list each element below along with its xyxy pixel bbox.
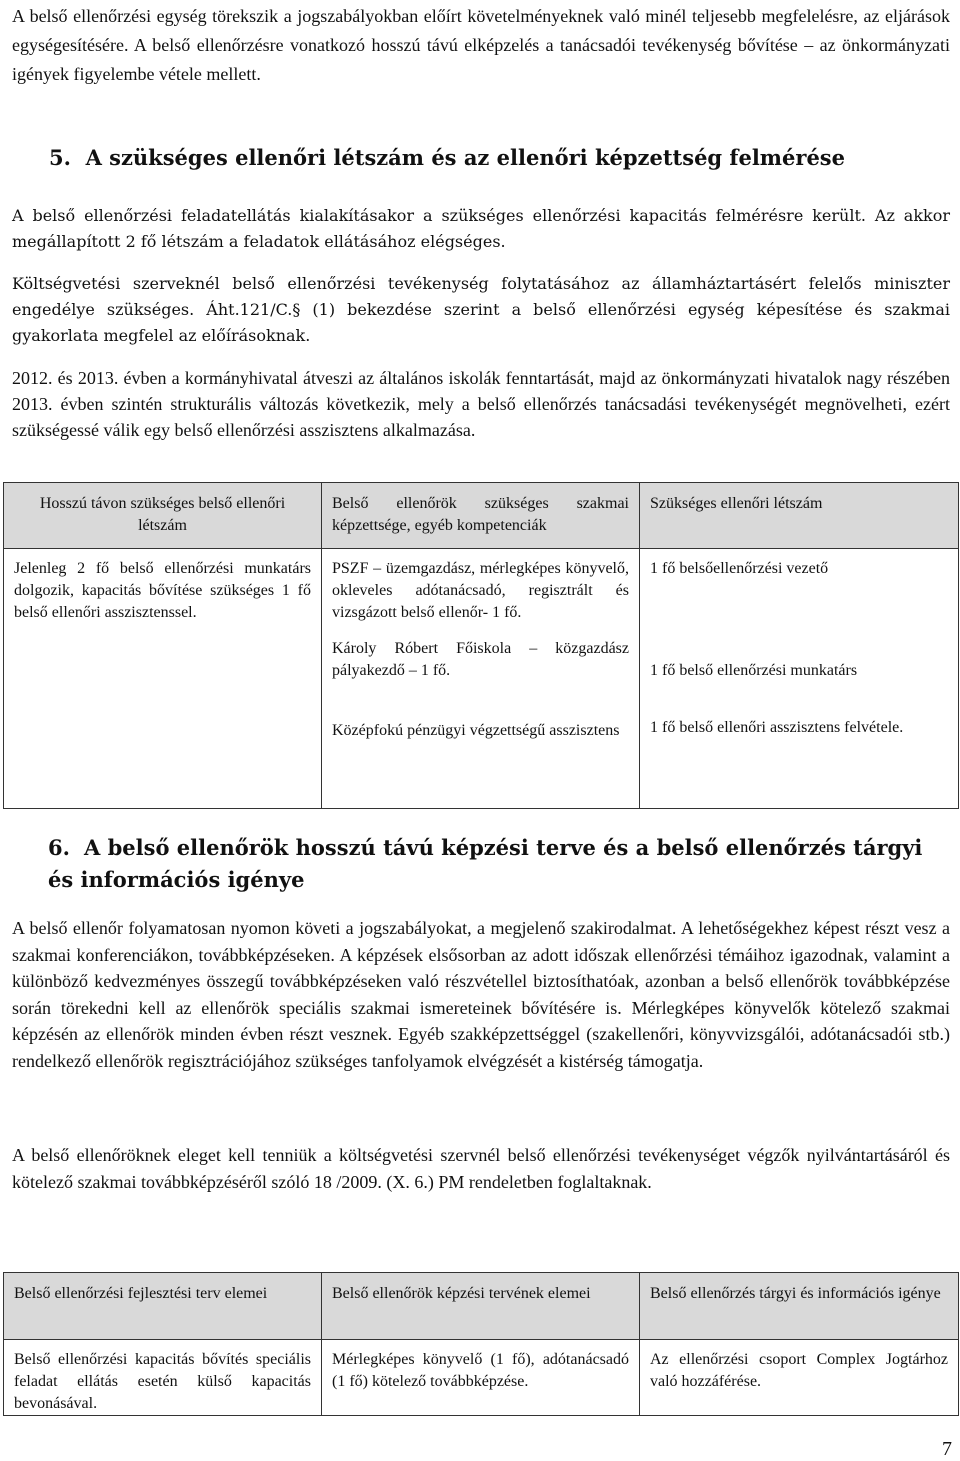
required-staff-item: 1 fő belső ellenőri asszisztens felvétele. — [650, 719, 904, 736]
page-number: 7 — [942, 1438, 952, 1460]
plan-header-development: Belső ellenőrzési fejlesztési terv elemei — [4, 1273, 322, 1340]
staffing-current-text: Jelenleg 2 fő belső ellenőrzési munkatárs dolgozik, kapacitás bővítése szükséges 1 fő belső ellenőri asszisztenssel. — [14, 560, 311, 621]
intro-paragraph: A belső ellenőrzési egység törekszik a jogszabályokban előírt követelményeknek való minél teljesebb megfelelésre, az eljárások egységesítésére. A belső ellenőrzésre vonatkozó hosszú távú elképzelés a tanácsadói tevékenység bővítése – az önkormányzati igények figyelembe vétele mellett. — [12, 6, 950, 84]
staffing-qualification-cell — [322, 549, 640, 809]
staffing-table-header-row — [4, 483, 959, 549]
plan-needs-cell — [640, 1340, 959, 1416]
required-staff-item: 1 fő belső ellenőrzési munkatárs — [650, 662, 858, 679]
qualification-item: Középfokú pénzügyi végzettségű asszisztens — [332, 722, 620, 739]
plan-development-cell — [4, 1340, 322, 1416]
section-6-number: 6. — [48, 835, 70, 860]
section-6-title: A belső ellenőrök hosszú távú képzési terve és a belső ellenőrzés tárgyi és információs igénye — [48, 835, 923, 892]
staffing-header-required: Szükséges ellenőri létszám — [640, 483, 959, 549]
section-5-heading — [49, 142, 845, 174]
required-staff-item: 1 fő belsőellenőrzési vezető — [650, 560, 829, 577]
section-6-heading — [48, 832, 928, 896]
plan-training-text: Mérlegképes könyvelő (1 fő), adótanácsadó (1 fő) kötelező továbbképzése. — [332, 1351, 629, 1390]
plan-header-needs: Belső ellenőrzés tárgyi és információs igénye — [640, 1273, 959, 1340]
section-5-title: A szükséges ellenőri létszám és az ellenőri képzettség felmérése — [85, 145, 845, 170]
section-5-paragraph-1: A belső ellenőrzési feladatellátás kialakításakor a szükséges ellenőrzési kapacitás felmérésre került. Az akkor megállapított 2 fő létszám a feladatok ellátásához elégséges. — [12, 206, 950, 251]
staffing-table — [3, 482, 959, 809]
section-5-number: 5. — [49, 145, 71, 170]
section-5-paragraph-3: 2012. és 2013. évben a kormányhivatal átveszi az általános iskolák fenntartását, majd az önkormányzati hivatalok nagy részében 2013. évben szintén strukturális változás következik, mely a belső ellenőrzés tanácsadási tevékenységét megnövelheti, ezért szükségessé válik egy belső ellenőrzési asszisztens alkalmazása. — [12, 368, 950, 440]
plan-needs-text: Az ellenőrzési csoport Complex Jogtárhoz való hozzáférése. — [650, 1351, 948, 1390]
section-6-paragraph-2: A belső ellenőröknek eleget kell tenniük a költségvetési szervnél belső ellenőrzési tevékenységet végzők nyilvántartásáról és kötelező szakmai továbbképzéséről szóló 18 /2009. (X. 6.) PM rendeletben foglaltaknak. — [12, 1145, 950, 1192]
qualification-item: Károly Róbert Főiskola – közgazdász pályakezdő – 1 fő. — [332, 640, 629, 679]
staffing-table-body-row — [4, 549, 959, 809]
staffing-required-cell — [640, 549, 959, 809]
development-plan-table — [3, 1272, 959, 1416]
staffing-header-longterm: Hosszú távon szükséges belső ellenőri létszám — [4, 483, 322, 549]
staffing-header-qualification: Belső ellenőrök szükséges szakmai képzettsége, egyéb kompetenciák — [322, 483, 640, 549]
plan-header-training: Belső ellenőrök képzési tervének elemei — [322, 1273, 640, 1340]
section-6-paragraph-1: A belső ellenőr folyamatosan nyomon követi a jogszabályokat, a megjelenő szakirodalmat. A lehetőségekhez képest részt vesz a szakmai konferenciákon, továbbképzéseken. A képzések elsősorban az adott időszak ellenőrzési témáihoz igazodnak, valamint a különböző kedvezményes összegű továbbképzéseken való részvétellel biztosíthatóak, azonban a belső ellenőrök továbbképzése során törekedni kell az ellenőrök speciális szakmai ismereteinek bővítésére is. Mérlegképes könyvelők kötelező szakmai képzésén az ellenőrök minden évben részt vesznek. Egyéb szakképzettséggel (szakellenőri, könyvvizsgálói, adótanácsadói stb.) rendelkező ellenőrök regisztrációjához szükséges tanfolyamok elvégzését a kistérség támogatja. — [12, 918, 950, 1071]
plan-table-header-row — [4, 1273, 959, 1340]
staffing-current-cell — [4, 549, 322, 809]
plan-development-text: Belső ellenőrzési kapacitás bővítés speciális feladat ellátás esetén külső kapacitás bevonásával. — [14, 1351, 311, 1411]
qualification-item: PSZF – üzemgazdász, mérlegképes könyvelő, okleveles adótanácsadó, regisztrált és vizsgázott belső ellenőr- 1 fő. — [332, 560, 629, 621]
plan-training-cell — [322, 1340, 640, 1416]
plan-table-body-row — [4, 1340, 959, 1416]
section-5-paragraph-2: Költségvetési szerveknél belső ellenőrzési tevékenység folytatásához az államháztartásért felelős miniszter engedélye szükséges. Áht.121/C.§ (1) bekezdése szerint a belső ellenőrzési egység képesítése és szakmai gyakorlata megfelel az előírásoknak. — [12, 274, 950, 345]
